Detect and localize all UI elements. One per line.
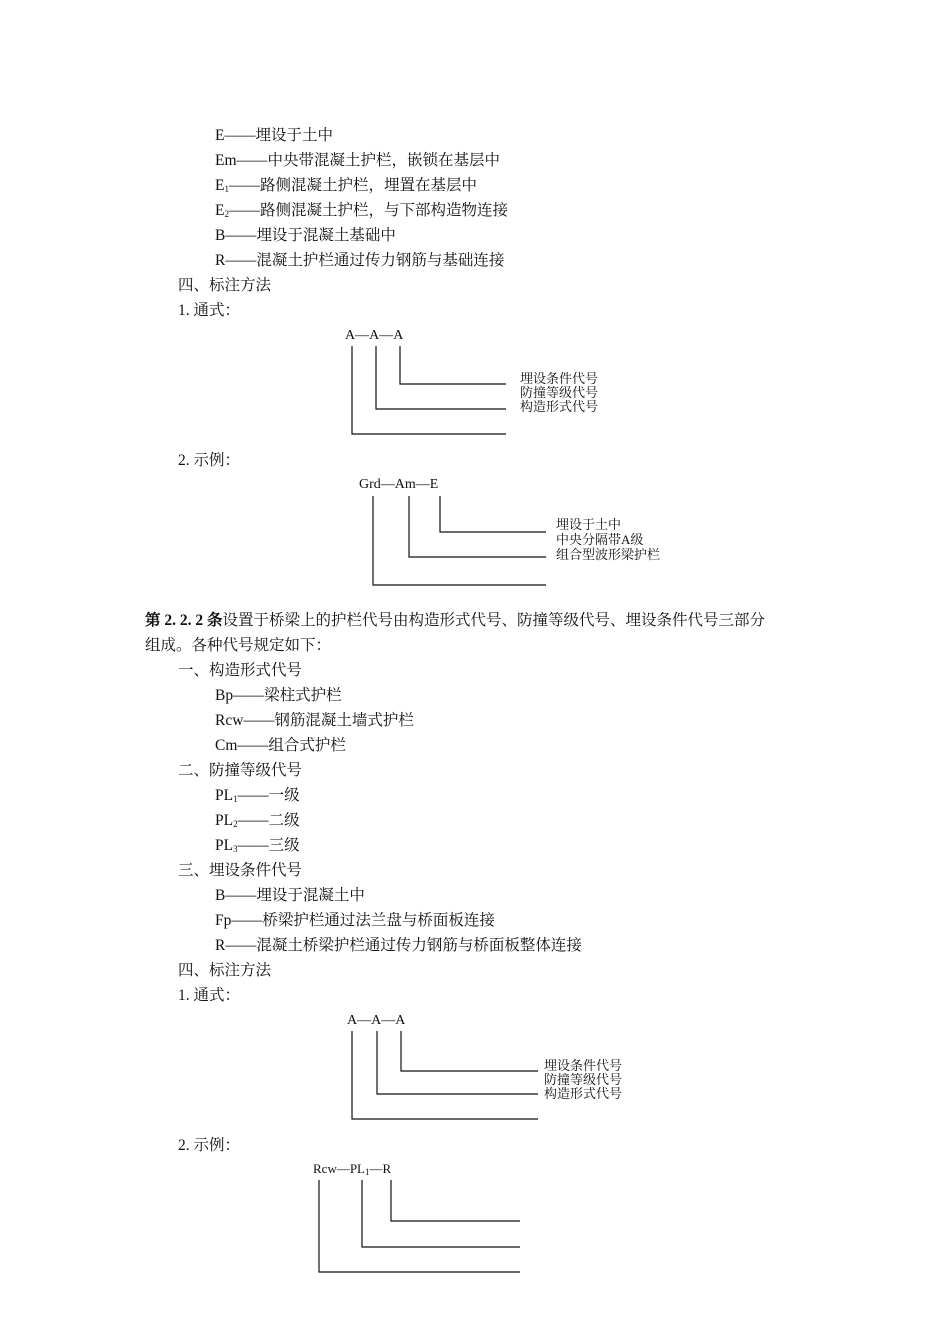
diagram-label: 组合型波形梁护栏 bbox=[556, 547, 661, 562]
list-item-pl1: $PL_1——$一级 bbox=[215, 787, 300, 804]
list-item-r: R——混凝土护栏通过传力钢筋与基础连接 bbox=[215, 252, 505, 269]
list-item-rcw: Rcw——钢筋混凝土墙式护栏 bbox=[215, 712, 414, 729]
list-item-b: B——埋设于混凝土基础中 bbox=[215, 227, 396, 244]
general-formula-label: 1. 通式： bbox=[178, 302, 241, 319]
list-item-bp: Bp——梁柱式护栏 bbox=[215, 687, 342, 704]
diagram-formula: A—A—A bbox=[345, 328, 404, 343]
diagram-label: 埋设条件代号 bbox=[544, 1058, 623, 1073]
diagram-label: 防撞等级代号 bbox=[544, 1072, 623, 1087]
notation-heading: 四、标注方法 bbox=[178, 962, 272, 979]
list-item-e1: $E_1——$路侧混凝土护栏，埋置在基层中 bbox=[215, 177, 477, 194]
list-item-em: Em——中央带混凝土护栏，嵌锁在基层中 bbox=[215, 152, 501, 169]
list-item-e2: $E_2——$路侧混凝土护栏，与下部构造物连接 bbox=[215, 202, 508, 219]
list-item-e: E——埋设于土中 bbox=[215, 127, 333, 144]
diagram-label: 埋设条件代号 bbox=[520, 371, 599, 386]
diagram-formula: Grd—Am—E bbox=[359, 477, 439, 492]
list-item-r: R——混凝土桥梁护栏通过传力钢筋与桥面板整体连接 bbox=[215, 937, 582, 954]
list-item-cm: Cm——组合式护栏 bbox=[215, 737, 346, 754]
diagram-label: 中央分隔带A级 bbox=[556, 532, 644, 547]
heading-condition: 三、埋设条件代号 bbox=[178, 862, 303, 879]
heading-level: 二、防撞等级代号 bbox=[178, 762, 303, 779]
article-paragraph-cont: 组成。各种代号规定如下： bbox=[145, 637, 332, 654]
diagram-formula: A—A—A bbox=[347, 1013, 406, 1028]
diagram-label: 埋设于土中 bbox=[556, 517, 622, 532]
notation-heading: 四、标注方法 bbox=[178, 277, 272, 294]
article-number: 第 2. 2. 2 条 bbox=[145, 612, 223, 629]
example-label: 2. 示例： bbox=[178, 1137, 241, 1154]
article-paragraph: 第 2. 2. 2 条设置于桥梁上的护栏代号由构造形式代号、防撞等级代号、埋设条件代号三部分 bbox=[145, 612, 766, 629]
diagram-formula: $Rcw—PL_1—R$ bbox=[313, 1161, 392, 1177]
list-item-fp: Fp——桥梁护栏通过法兰盘与桥面板连接 bbox=[215, 912, 495, 929]
example-label: 2. 示例： bbox=[178, 452, 241, 469]
list-item-pl3: $PL_3——$三级 bbox=[215, 837, 300, 854]
diagram-label: 防撞等级代号 bbox=[520, 385, 599, 400]
list-item-pl2: $PL_2——$二级 bbox=[215, 812, 300, 829]
diagram-label: 构造形式代号 bbox=[544, 1086, 623, 1101]
general-formula-label: 1. 通式： bbox=[178, 987, 241, 1004]
heading-form: 一、构造形式代号 bbox=[178, 662, 303, 679]
list-item-b: B——埋设于混凝土中 bbox=[215, 887, 365, 904]
diagram-label: 构造形式代号 bbox=[520, 399, 599, 414]
